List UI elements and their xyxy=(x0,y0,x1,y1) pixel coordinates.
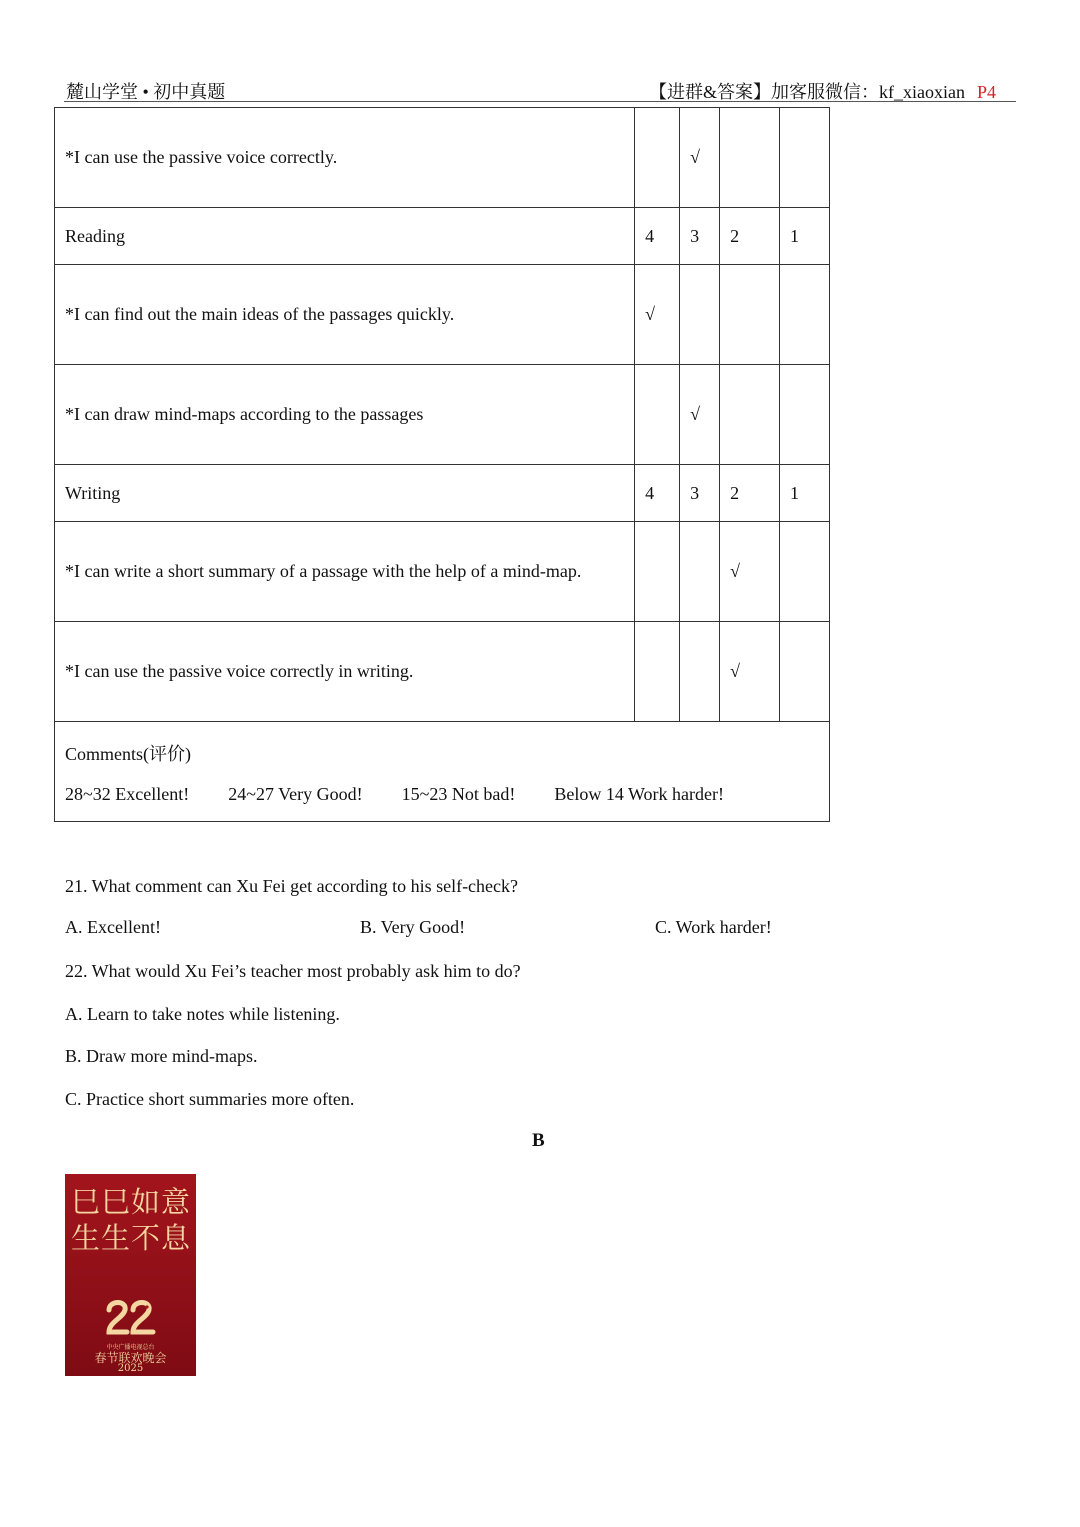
score-cell-1 xyxy=(780,108,830,208)
row-label: *I can find out the main ideas of the passages quickly. xyxy=(55,265,635,365)
option-c: C. Work harder! xyxy=(655,916,772,937)
section-label-writing: Writing xyxy=(55,465,635,522)
questions-block xyxy=(65,874,965,1129)
score-cell-3 xyxy=(680,522,720,622)
snake-emblem-icon xyxy=(103,1296,159,1338)
section-label-reading: Reading xyxy=(55,208,635,265)
table-row xyxy=(55,465,830,522)
score-cell-2 xyxy=(720,365,780,465)
score-cell-4: √ xyxy=(635,265,680,365)
table-row xyxy=(55,208,830,265)
header-title: 麓山学堂 • 初中真题 xyxy=(66,82,226,102)
score-band: 15~23 Not bad! xyxy=(401,784,516,804)
score-cell-3: √ xyxy=(680,108,720,208)
table-row xyxy=(55,522,830,622)
row-label: *I can write a short summary of a passage with the help of a mind-map. xyxy=(55,522,635,622)
score-header-4: 4 xyxy=(635,465,680,522)
score-cell-4 xyxy=(635,365,680,465)
score-cell-1 xyxy=(780,522,830,622)
table-row xyxy=(55,108,830,208)
option-a: A. Learn to take notes while listening. xyxy=(65,1003,340,1024)
score-band: 24~27 Very Good! xyxy=(228,784,363,804)
self-check-table xyxy=(54,107,830,822)
score-header-1: 1 xyxy=(780,465,830,522)
table-row xyxy=(55,265,830,365)
score-band: Below 14 Work harder! xyxy=(554,784,725,804)
score-cell-2: √ xyxy=(720,622,780,722)
row-label: *I can use the passive voice correctly in writing. xyxy=(55,622,635,722)
score-cell-3: √ xyxy=(680,365,720,465)
gala-poster-image xyxy=(65,1174,196,1376)
option-b: B. Very Good! xyxy=(360,916,466,937)
score-cell-4 xyxy=(635,622,680,722)
header-divider xyxy=(64,101,1016,102)
header-contact-text: 【进群&答案】加客服微信：kf_xiaoxian xyxy=(649,82,965,102)
poster-event: 春节联欢晚会 xyxy=(94,1351,167,1365)
score-header-3: 3 xyxy=(680,208,720,265)
score-cell-4 xyxy=(635,108,680,208)
score-cell-2 xyxy=(720,108,780,208)
comments-cell xyxy=(55,722,830,822)
table-row xyxy=(55,622,830,722)
score-header-4: 4 xyxy=(635,208,680,265)
option-a: A. Excellent! xyxy=(65,916,161,937)
poster-line-1: 巳巳如意 xyxy=(71,1185,192,1219)
poster-year: 2025 xyxy=(117,1363,144,1374)
score-cell-4 xyxy=(635,522,680,622)
score-band: 28~32 Excellent! xyxy=(65,784,190,804)
comments-title: Comments(评价) xyxy=(65,744,191,764)
comments-row xyxy=(55,722,830,822)
comments-score-bands xyxy=(65,784,829,805)
score-cell-2 xyxy=(720,265,780,365)
score-header-1: 1 xyxy=(780,208,830,265)
question-22: 22. What would Xu Fei’s teacher most probably ask him to do? xyxy=(65,961,521,981)
score-header-2: 2 xyxy=(720,208,780,265)
row-label: *I can use the passive voice correctly. xyxy=(55,108,635,208)
option-c: C. Practice short summaries more often. xyxy=(65,1088,355,1109)
table-row xyxy=(55,365,830,465)
score-cell-3 xyxy=(680,265,720,365)
score-cell-3 xyxy=(680,622,720,722)
section-label-b: B xyxy=(532,1130,545,1151)
score-cell-1 xyxy=(780,365,830,465)
option-b: B. Draw more mind-maps. xyxy=(65,1046,258,1066)
poster-organizer: 中央广播电视总台 xyxy=(106,1344,155,1351)
row-label: *I can draw mind-maps according to the passages xyxy=(55,365,635,465)
question-21-options xyxy=(65,917,965,960)
question-21: 21. What comment can Xu Fei get according to his self-check? xyxy=(65,876,519,896)
score-cell-1 xyxy=(780,622,830,722)
score-header-2: 2 xyxy=(720,465,780,522)
score-header-3: 3 xyxy=(680,465,720,522)
score-cell-2: √ xyxy=(720,522,780,622)
poster-line-2: 生生不息 xyxy=(71,1221,192,1255)
page-number: P4 xyxy=(976,82,996,102)
score-cell-1 xyxy=(780,265,830,365)
